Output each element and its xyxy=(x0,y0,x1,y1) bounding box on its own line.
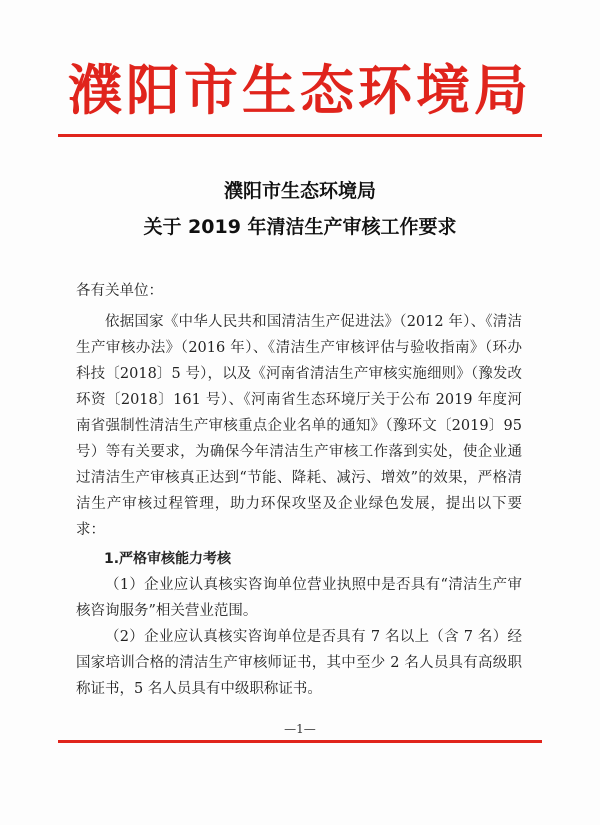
salutation: 各有关单位： xyxy=(76,283,163,299)
document-title-line2: 关于 2019 年清洁生产审核工作要求 xyxy=(143,216,457,238)
list-item: （2）企业应认真核实咨询单位是否具有 7 名以上（含 7 名）经国家培训合格的清洁生产审核师证书，其中至少 2 名人员具有高级职称证书，5 名人员具有中级职称证书。 xyxy=(76,629,522,697)
list-item: （1）企业应认真核实咨询单位营业执照中是否具有“清洁生产审核咨询服务”相关营业范围。 xyxy=(76,577,522,619)
document-title-line1: 濮阳市生态环境局 xyxy=(223,180,376,202)
section-heading: 1.严格审核能力考核 xyxy=(104,551,232,567)
masthead-divider xyxy=(58,134,542,137)
footer-divider xyxy=(58,740,542,743)
page-number: —1— xyxy=(284,722,316,736)
intro-paragraph: 依据国家《中华人民共和国清洁生产促进法》（2012 年）、《清洁生产审核办法》（2016 年）、《清洁生产审核评估与验收指南》（环办科技〔2018〕5 号），以及《河南省清洁生产审核实施细则》（豫发改环资〔2018〕161 号）、《河南省生态环境厅关于公布 2019 年度河南省强制性清洁生产审核重点企业名单的通知》（豫环文〔2019〕95 号）等有关要求，为确保今年清洁生产审核工作落到实处，使企业通过清洁生产审核真正达到“节能、降耗、减污、增效”的效果，严格清洁生产审核过程管理，助力环保攻坚及企业绿色发展，提出以下要求： xyxy=(76,314,522,538)
document-body xyxy=(76,278,522,702)
agency-masthead: 濮阳市生态环境局 xyxy=(68,58,532,122)
